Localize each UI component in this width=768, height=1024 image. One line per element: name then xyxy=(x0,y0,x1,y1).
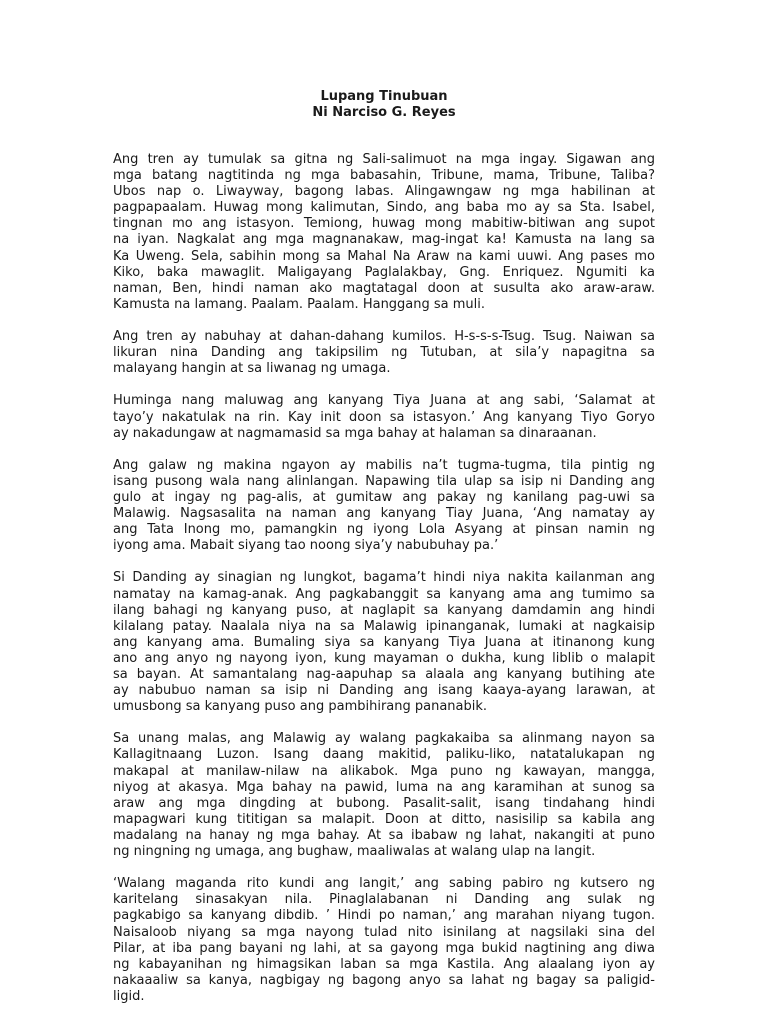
paragraph-line: naman, Ben, hindi naman ako magtatagal doon at susulta ako araw-araw. xyxy=(113,280,655,296)
paragraph-line: Malawig. Nagsasalita na naman ang kanyang Tiay Juana, ‘Ang namatay ay xyxy=(113,506,655,522)
paragraph-line: mapagwari kung tititigan sa malapit. Doon at ditto, nasisilip sa kabila ang xyxy=(113,811,655,827)
paragraph-line: Si Danding ay sinagian ng lungkot, bagama’t hindi niya nakita kailanman ang xyxy=(113,570,655,586)
paragraph-line: Kallagitnaang Luzon. Isang daang makitid, paliku-liko, natatalukapan ng xyxy=(113,747,655,763)
paragraph xyxy=(113,152,655,313)
paragraph-line: pagpapaalam. Huwag mong kalimutan, Sindo, ang baba mo ay sa Sta. Isabel, xyxy=(113,200,655,216)
document-body xyxy=(113,152,655,1021)
paragraph-line: Ang tren ay tumulak sa gitna ng Sali-salimuot na mga ingay. Sigawan ang xyxy=(113,152,655,167)
paragraph-line: tayo’y nakatulak na rin. Kay init doon sa istasyon.’ Ang kanyang Tiyo Goryo xyxy=(113,409,655,425)
paragraph-line: nakaaaliw sa kanya, nagbigay ng bagong anyo sa lahat ng bagay sa paligid- xyxy=(113,972,655,988)
document-title-block xyxy=(0,89,768,121)
paragraph-line: niyog at akasya. Mga bahay na pawid, luma na ang karamihan at sunog sa xyxy=(113,779,655,795)
paragraph-line: ay nakadungaw at nagmamasid sa mga bahay at halaman sa dinaraanan. xyxy=(113,425,597,441)
paragraph-line: Sa unang malas, ang Malawig ay walang pagkakaiba sa alinmang nayon sa xyxy=(113,731,655,747)
paragraph xyxy=(113,570,655,715)
paragraph-line: sa bayan. At samantalang nag-aapuhap sa alaala ang kanyang butihing ate xyxy=(113,667,655,682)
paragraph-line: Huminga nang maluwag ang kanyang Tiya Juana at ang sabi, ‘Salamat at xyxy=(113,393,655,409)
paragraph-line: likuran nina Danding ang takipsilim ng Tutuban, at sila’y napagitna sa xyxy=(113,345,655,361)
paragraph xyxy=(113,731,655,860)
paragraph-line: Naisaloob niyang sa mga nayong tulad nito isinilang at nagsilaki sina del xyxy=(113,924,655,940)
paragraph-line: malayang hangin at sa liwanag ng umaga. xyxy=(113,361,391,377)
paragraph-line: karitelang sinasakyan nila. Pinaglalabanan ni Danding ang sulak ng xyxy=(113,892,655,908)
paragraph-line: umusbong sa kanyang puso ang pambihirang pananabik. xyxy=(113,699,488,715)
paragraph-line: isang pusong wala nang alinlangan. Napawing tila ulap sa isip ni Danding ang xyxy=(113,473,655,489)
paragraph-line: Kiko, baka mawaglit. Maligayang Paglalakbay, Gng. Enriquez. Ngumiti ka xyxy=(113,264,655,280)
paragraph-line: Ka Uweng. Sela, sabihin mong sa Mahal Na Araw na kami uuwi. Ang pases mo xyxy=(113,248,655,264)
paragraph-line: mga batang nagtitinda ng mga babasahin, Tribune, mama, Tribune, Taliba? xyxy=(113,168,655,184)
paragraph-line: pagkabigo sa kanyang dibdib. ’ Hindi po naman,’ ang marahan niyang tugon. xyxy=(113,908,655,924)
paragraph-line: kilalang patay. Naalala niya na sa Malawig ipinanganak, lumaki at nagkaisip xyxy=(113,618,655,634)
paragraph xyxy=(113,393,655,441)
paragraph-line: makapal at manilaw-nilaw na alikabok. Mga puno ng kawayan, mangga, xyxy=(113,763,655,779)
paragraph xyxy=(113,329,655,377)
paragraph-line: ay nabubuo naman sa isip ni Danding ang isang kaaya-ayang larawan, at xyxy=(113,683,655,699)
paragraph-line: Kamusta na lamang. Paalam. Paalam. Hanggang sa muli. xyxy=(113,296,486,312)
paragraph-line: ng ningning ng umaga, ang bughaw, maaliwalas at walang ulap na langit. xyxy=(113,844,596,860)
paragraph-line: gulo at ingay ng pag-alis, at gumitaw ang pakay ng kanilang pag-uwi sa xyxy=(113,489,655,505)
paragraph-line: araw ang mga dingding at bubong. Pasalit-salit, isang tindahang hindi xyxy=(113,795,655,811)
paragraph-line: ang Tata Inong mo, pamangkin ng iyong Lola Asyang at pinsan namin ng xyxy=(113,522,655,538)
paragraph-line: Ang tren ay nabuhay at dahan-dahang kumilos. H-s-s-s-Tsug. Tsug. Naiwan sa xyxy=(113,329,655,345)
document-author: Ni Narciso G. Reyes xyxy=(312,105,456,121)
document-title: Lupang Tinubuan xyxy=(320,89,448,104)
paragraph-line: ng kabayanihan ng himagsikan laban sa mga Kastila. Ang alaalang iyon ay xyxy=(113,956,655,972)
paragraph xyxy=(113,876,655,1005)
paragraph-line: Ubos nap o. Liwayway, bagong labas. Alingawngaw ng mga habilinan at xyxy=(113,184,655,200)
paragraph-line: ano ang anyo ng nayong iyon, kung mayaman o dukha, kung liblib o malapit xyxy=(113,650,655,666)
paragraph-line: na iyan. Nagkalat ang mga magnanakaw, mag-ingat ka! Kamusta na lang sa xyxy=(113,232,655,248)
paragraph-line: ilang bahagi ng kanyang puso, at naglapit sa kanyang damdamin ang hindi xyxy=(113,602,655,618)
paragraph-line: tingnan mo ang istasyon. Temiong, huwag mong mabitiw-bitiwan ang supot xyxy=(113,216,655,232)
paragraph-line: Pilar, at iba pang bayani ng lahi, at sa gayong mga bukid nagtining ang diwa xyxy=(113,940,655,956)
paragraph xyxy=(113,458,655,555)
paragraph-line: Ang galaw ng makina ngayon ay mabilis na’t tugma-tugma, tila pintig ng xyxy=(113,457,655,473)
paragraph-line: iyong ama. Mabait siyang tao noong siya’y nabubuhay pa.’ xyxy=(113,538,499,554)
paragraph-line: namatay na kamag-anak. Ang pagkabanggit sa kanyang ama ang tumimo sa xyxy=(113,586,655,602)
paragraph-line: madalang na hanay ng mga bahay. At sa ibabaw ng lahat, nakangiti at puno xyxy=(113,827,655,843)
paragraph-line: ligid. xyxy=(113,988,145,1004)
paragraph-line: ang kanyang ama. Bumaling siya sa kanyang Tiya Juana at itinanong kung xyxy=(113,634,655,650)
paragraph-line: ‘Walang maganda rito kundi ang langit,’ ang sabing pabiro ng kutsero ng xyxy=(113,876,655,892)
